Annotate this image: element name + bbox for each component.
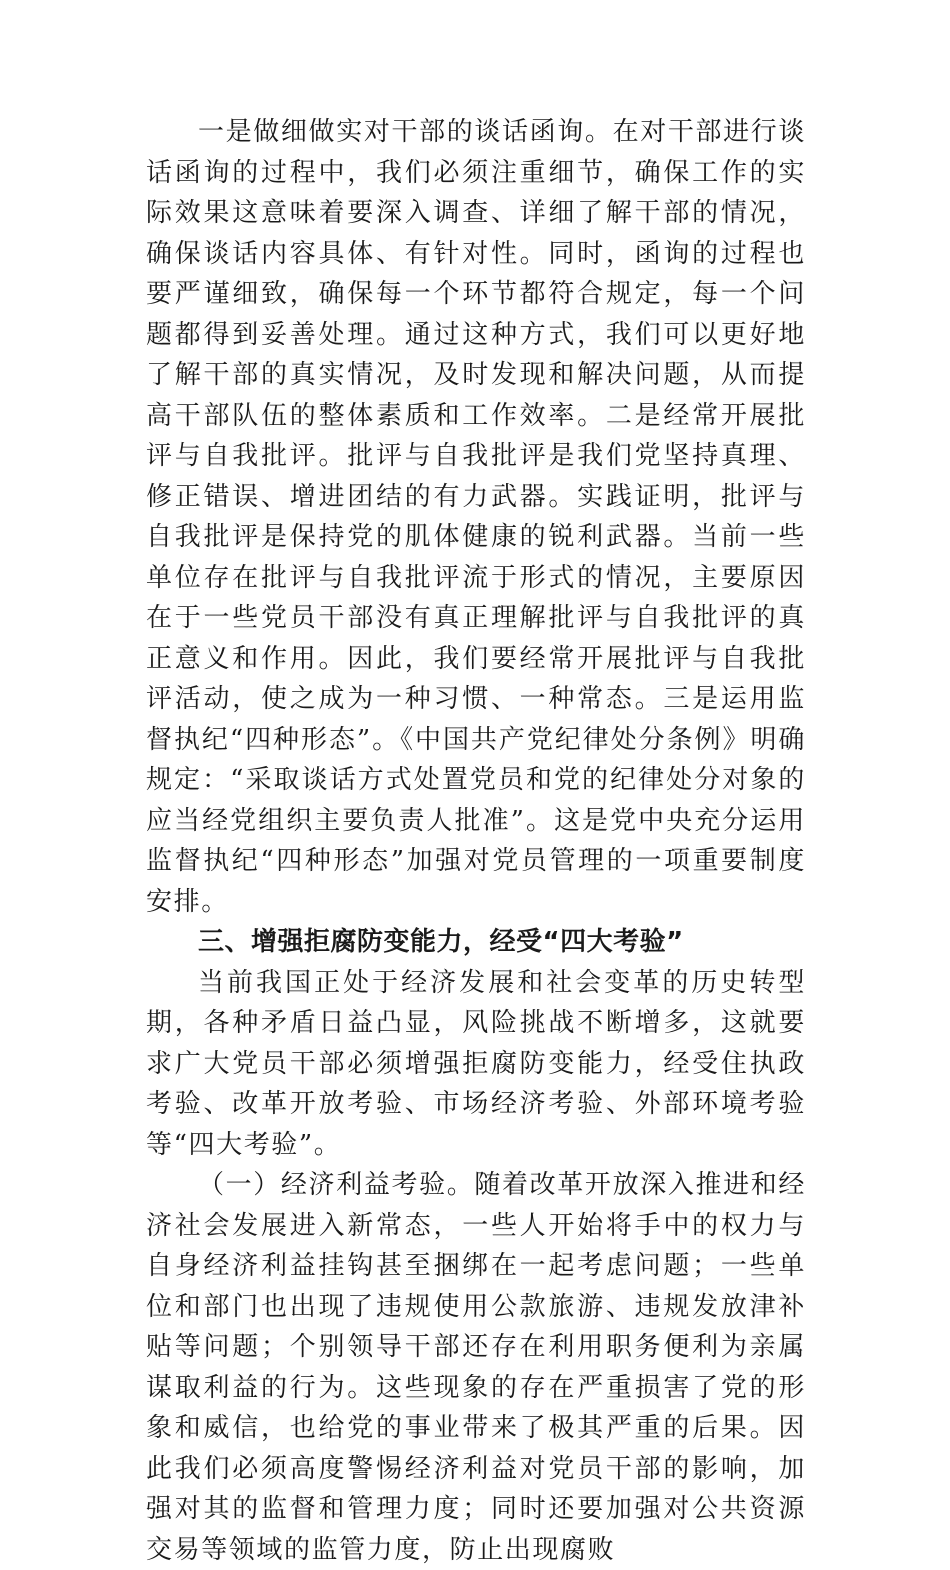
document-page	[146, 112, 806, 1570]
body-paragraph-talk-inquiry: 一是做细做实对干部的谈话函询。在对干部进行谈话函询的过程中，我们必须注重细节，确保工作的实际效果这意味着要深入调查、详细了解干部的情况，确保谈话内容具体、有针对性。同时，函询的过程也要严谨细致，确保每一个环节都符合规定，每一个问题都得到妥善处理。通过这种方式，我们可以更好地了解干部的真实情况，及时发现和解决问题，从而提高干部队伍的整体素质和工作效率。二是经常开展批评与自我批评。批评与自我批评是我们党坚持真理、修正错误、增进团结的有力武器。实践证明，批评与自我批评是保持党的肌体健康的锐利武器。当前一些单位存在批评与自我批评流于形式的情况，主要原因在于一些党员干部没有真正理解批评与自我批评的真正意义和作用。因此，我们要经常开展批评与自我批评活动，使之成为一种习惯、一种常态。三是运用监督执纪“四种形态”。《中国共产党纪律处分条例》明确规定：“采取谈话方式处置党员和党的纪律处分对象的应当经党组织主要负责人批准”。这是党中央充分运用监督执纪“四种形态”加强对党员管理的一项重要制度安排。	[146, 117, 806, 917]
body-paragraph-economic-test: （一）经济利益考验。随着改革开放深入推进和经济社会发展进入新常态，一些人开始将手中的权力与自身经济利益挂钩甚至捆绑在一起考虑问题；一些单位和部门也出现了违规使用公款旅游、违规发放津补贴等问题；个别领导干部还存在利用职务便利为亲属谋取利益的行为。这些现象的存在严重损害了党的形象和威信，也给党的事业带来了极其严重的后果。因此我们必须高度警惕经济利益对党员干部的影响，加强对其的监督和管理力度；同时还要加强对公共资源交易等领域的监管力度，防止出现腐败	[146, 1170, 806, 1565]
body-paragraph-four-tests: 当前我国正处于经济发展和社会变革的历史转型期，各种矛盾日益凸显，风险挑战不断增多，这就要求广大党员干部必须增强拒腐防变能力，经受住执政考验、改革开放考验、市场经济考验、外部环境考验等“四大考验”。	[146, 967, 806, 1160]
section-heading-three: 三、增强拒腐防变能力，经受“四大考验”	[198, 927, 684, 957]
